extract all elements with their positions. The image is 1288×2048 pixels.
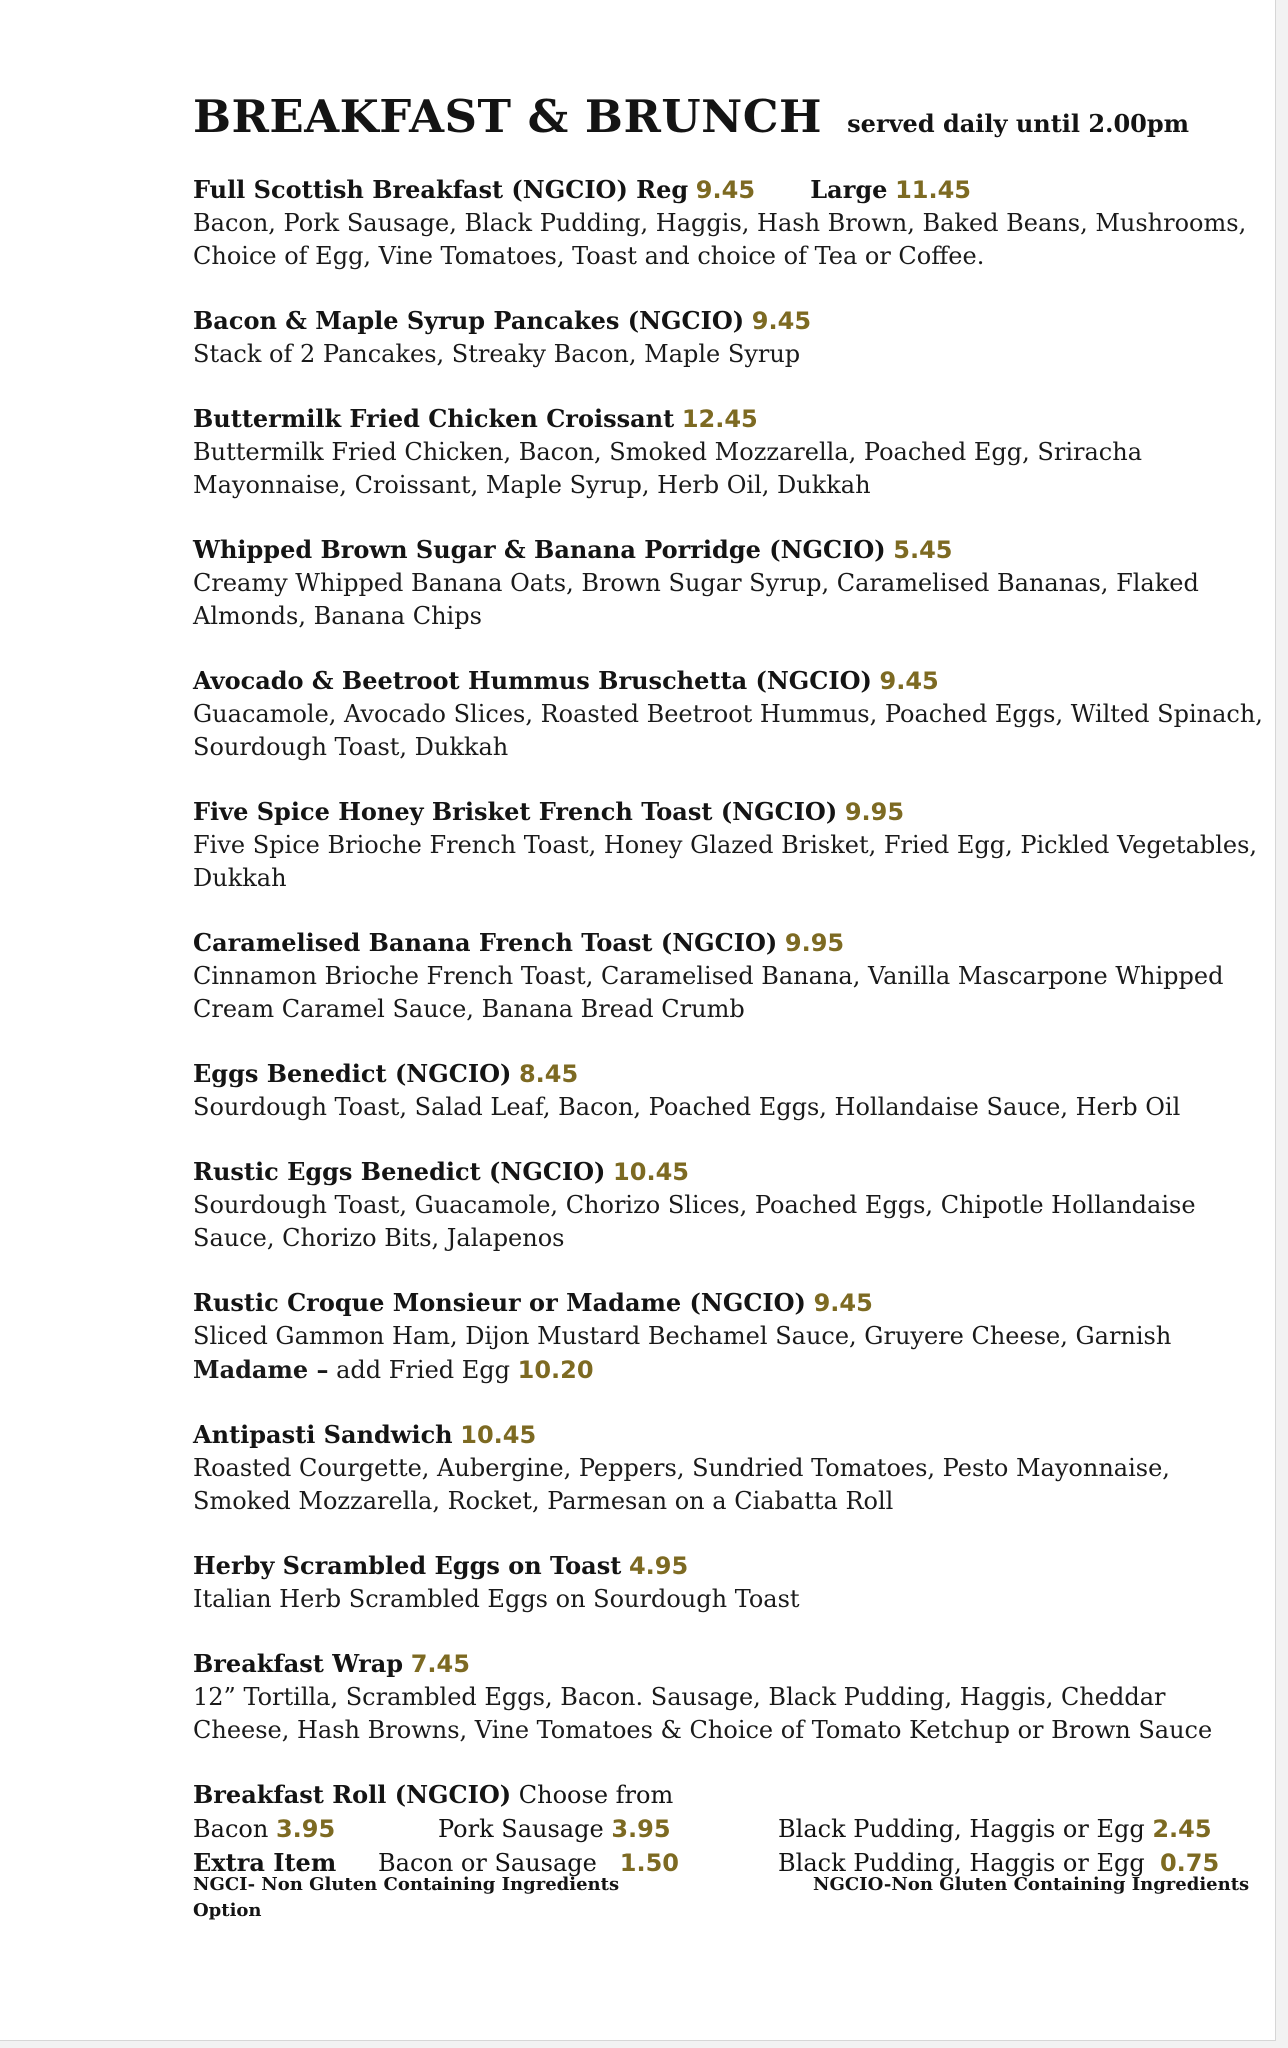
item-heading	[193, 304, 1263, 338]
item-description: Sourdough Toast, Salad Leaf, Bacon, Poached Eggs, Hollandaise Sauce, Herb Oil	[193, 1093, 1181, 1121]
item-price: 12.45	[681, 405, 758, 433]
item-description: Bacon, Pork Sausage, Black Pudding, Haggis, Hash Brown, Baked Beans, Mushrooms, Choice of Egg, Vine Tomatoes, Toast and choice of Tea or Coffee.	[193, 209, 1247, 270]
item-name: Herby Scrambled Eggs on Toast	[193, 1551, 622, 1580]
item-heading	[193, 1155, 1263, 1189]
item-description: Five Spice Brioche French Toast, Honey Glazed Brisket, Fried Egg, Pickled Vegetables, Dukkah	[193, 831, 1258, 892]
item-price: 8.45	[518, 1060, 579, 1088]
item-price: 9.95	[784, 929, 845, 957]
item-price: 9.45	[879, 667, 939, 695]
item-name: Rustic Eggs Benedict (NGCIO)	[193, 1157, 606, 1186]
item-heading	[193, 926, 1263, 960]
item-description: Stack of 2 Pancakes, Streaky Bacon, Maple Syrup	[193, 340, 801, 368]
menu-header	[193, 90, 1263, 143]
option-price: 2.45	[1152, 1815, 1212, 1843]
option-price: 1.50	[619, 1849, 679, 1877]
item-price: 9.45	[813, 1289, 873, 1317]
item-description: Creamy Whipped Banana Oats, Brown Sugar Syrup, Caramelised Bananas, Flaked Almonds, Banana Chips	[193, 569, 1199, 630]
extra-label: Extra Item	[193, 1848, 337, 1877]
serving-hours: served daily until 2.00pm	[847, 109, 1190, 138]
item-extra-option	[193, 1353, 1263, 1387]
menu-item-breakfast-wrap	[193, 1647, 1263, 1747]
menu-item-bruschetta	[193, 664, 1263, 764]
extra-label: Madame –	[193, 1355, 329, 1384]
item-name: Bacon & Maple Syrup Pancakes (NGCIO)	[193, 306, 745, 335]
option-price: 3.95	[611, 1815, 671, 1843]
item-name: Whipped Brown Sugar & Banana Porridge (NGCIO)	[193, 535, 886, 564]
item-price: 4.95	[628, 1552, 689, 1580]
item-description: Sourdough Toast, Guacamole, Chorizo Slices, Poached Eggs, Chipotle Hollandaise Sauce, Chorizo Bits, Jalapenos	[193, 1191, 1196, 1252]
footer-legend	[193, 1872, 1253, 1924]
menu-item-full-scottish-breakfast	[193, 173, 1263, 273]
menu-content	[193, 90, 1263, 1911]
item-heading	[193, 173, 1263, 207]
menu-item-brisket-french-toast	[193, 795, 1263, 895]
option-label: Pork Sausage	[438, 1815, 604, 1843]
menu-item-banana-french-toast	[193, 926, 1263, 1026]
menu-item-rustic-eggs-benedict	[193, 1155, 1263, 1255]
legend-ngci: NGCI- Non Gluten Containing Ingredients Option	[193, 1874, 620, 1921]
menu-item-pancakes	[193, 304, 1263, 371]
item-price: 9.45	[751, 307, 812, 335]
item-heading	[193, 1549, 1263, 1583]
roll-option-bacon	[193, 1812, 438, 1846]
item-heading	[193, 1647, 1263, 1681]
option-price: 0.75	[1159, 1849, 1220, 1877]
item-name: Breakfast Roll (NGCIO)	[193, 1780, 512, 1809]
item-description: Italian Herb Scrambled Eggs on Sourdough Toast	[193, 1585, 800, 1613]
item-description: Sliced Gammon Ham, Dijon Mustard Bechamel Sauce, Gruyere Cheese, Garnish	[193, 1322, 1172, 1350]
extra-price: 10.20	[517, 1356, 594, 1384]
item-name: Eggs Benedict (NGCIO)	[193, 1059, 512, 1088]
item-size-large: Large	[810, 175, 888, 204]
item-heading	[193, 795, 1263, 829]
item-description: Buttermilk Fried Chicken, Bacon, Smoked Mozzarella, Poached Egg, Sriracha Mayonnaise, Croissant, Maple Syrup, Herb Oil, Dukkah	[193, 438, 1142, 499]
option-label: Bacon or Sausage	[378, 1849, 597, 1877]
menu-item-porridge	[193, 533, 1263, 633]
item-heading	[193, 533, 1263, 567]
menu-item-breakfast-roll	[193, 1778, 1263, 1880]
item-heading	[193, 402, 1263, 436]
item-price: 5.45	[893, 536, 953, 564]
menu-item-croque-monsieur	[193, 1286, 1263, 1387]
item-name: Full Scottish Breakfast (NGCIO) Reg	[193, 175, 689, 204]
item-description: 12” Tortilla, Scrambled Eggs, Bacon. Sausage, Black Pudding, Haggis, Cheddar Cheese, Hash Browns, Vine Tomatoes & Choice of Tomato Ketchup or Brown Sauce	[193, 1683, 1213, 1744]
item-price: 10.45	[613, 1158, 689, 1186]
page-title: BREAKFAST & BRUNCH	[193, 90, 823, 143]
item-heading	[193, 1418, 1263, 1452]
option-label: Black Pudding, Haggis or Egg	[778, 1849, 1145, 1877]
item-heading	[193, 1778, 1263, 1812]
item-description: Cinnamon Brioche French Toast, Caramelised Banana, Vanilla Mascarpone Whipped Cream Caramel Sauce, Banana Bread Crumb	[193, 962, 1224, 1023]
option-label: Bacon	[193, 1815, 269, 1843]
item-description: Guacamole, Avocado Slices, Roasted Beetroot Hummus, Poached Eggs, Wilted Spinach, Sourdough Toast, Dukkah	[193, 700, 1263, 761]
item-name: Buttermilk Fried Chicken Croissant	[193, 404, 675, 433]
item-price: 9.45	[695, 176, 756, 204]
item-name: Antipasti Sandwich	[193, 1420, 453, 1449]
roll-option-black-pudding	[778, 1812, 1248, 1846]
option-label: Black Pudding, Haggis or Egg	[778, 1815, 1145, 1843]
menu-item-eggs-benedict	[193, 1057, 1263, 1124]
menu-item-chicken-croissant	[193, 402, 1263, 502]
roll-intro: Choose from	[518, 1781, 674, 1809]
legend-ngcio: NGCIO-Non Gluten Containing Ingredients	[813, 1874, 1250, 1895]
item-name: Avocado & Beetroot Hummus Bruschetta (NGCIO)	[193, 666, 872, 695]
roll-option-pork-sausage	[438, 1812, 778, 1846]
item-price: 7.45	[410, 1650, 470, 1678]
item-name: Rustic Croque Monsieur or Madame (NGCIO)	[193, 1288, 806, 1317]
item-heading	[193, 1286, 1263, 1320]
menu-item-antipasti-sandwich	[193, 1418, 1263, 1518]
item-price: 10.45	[460, 1421, 537, 1449]
option-price: 3.95	[275, 1815, 336, 1843]
extra-text: add Fried Egg	[336, 1356, 511, 1384]
item-price: 9.95	[844, 798, 905, 826]
item-name: Five Spice Honey Brisket French Toast (NGCIO)	[193, 797, 838, 826]
item-heading	[193, 664, 1263, 698]
item-description: Roasted Courgette, Aubergine, Peppers, Sundried Tomatoes, Pesto Mayonnaise, Smoked Mozzarella, Rocket, Parmesan on a Ciabatta Roll	[193, 1454, 1170, 1515]
item-heading	[193, 1057, 1263, 1091]
item-name: Caramelised Banana French Toast (NGCIO)	[193, 928, 778, 957]
menu-item-scrambled-eggs	[193, 1549, 1263, 1616]
item-name: Breakfast Wrap	[193, 1649, 404, 1678]
item-price-large: 11.45	[895, 176, 971, 204]
roll-options	[193, 1812, 1263, 1880]
